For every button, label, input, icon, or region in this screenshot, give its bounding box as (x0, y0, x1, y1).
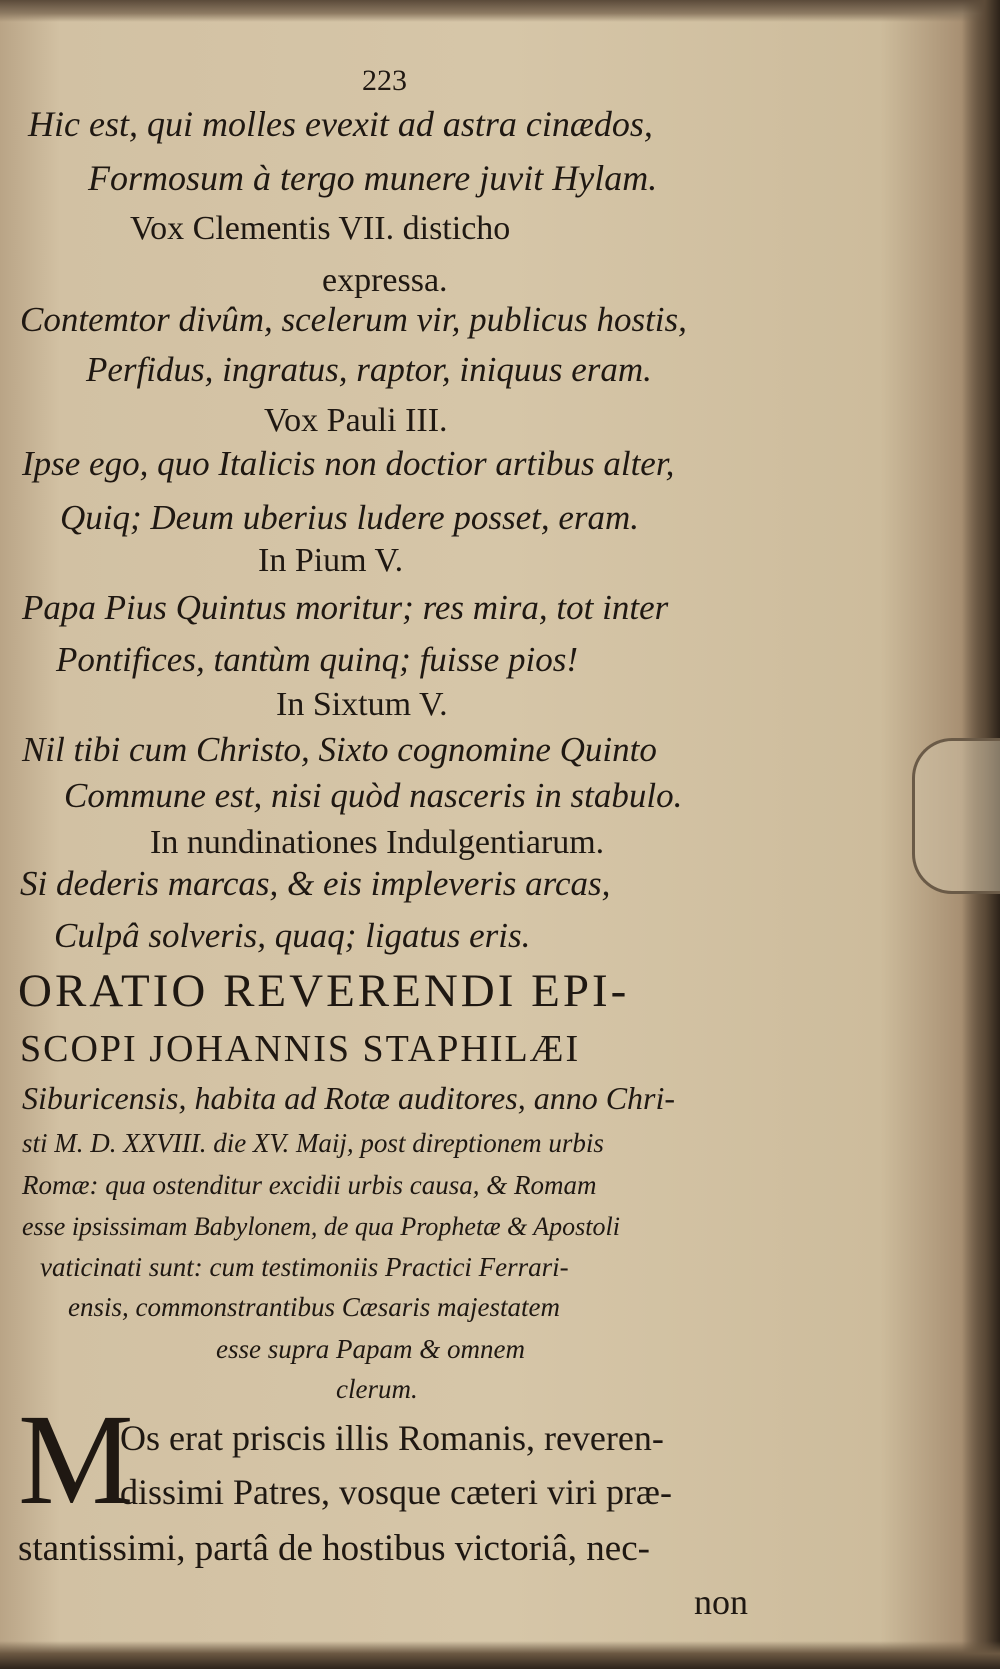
verse-line: Papa Pius Quintus moritur; res mira, tot inter (22, 588, 669, 627)
verse-heading: In nundinationes Indulgentiarum. (150, 824, 605, 861)
page-tab-marker (912, 738, 1000, 894)
verse-line: Pontifices, tantùm quinq; fuisse pios! (56, 640, 579, 679)
verse-line: Nil tibi cum Christo, Sixto cognomine Quinto (22, 730, 657, 769)
oration-subtitle: sti M. D. XXVIII. die XV. Maij, post direptionem urbis (22, 1128, 604, 1158)
catchword: non (694, 1582, 748, 1622)
verse-line: Ipse ego, quo Italicis non doctior artibus alter, (22, 444, 675, 483)
body-line: stantissimi, partâ de hostibus victoriâ, nec- (18, 1528, 650, 1569)
verse-line: Commune est, nisi quòd nasceris in stabulo. (64, 776, 683, 815)
verse-heading: Vox Pauli III. (264, 402, 448, 439)
body-line: Os erat priscis illis Romanis, reveren- (120, 1418, 664, 1458)
oration-title: SCOPI JOHANNIS STAPHILÆI (20, 1028, 581, 1070)
oration-subtitle: Siburicensis, habita ad Rotæ auditores, anno Chri- (22, 1080, 676, 1116)
page-bottom-edge (0, 1641, 1000, 1669)
verse-line: Si dederis marcas, & eis impleveris arcas, (20, 864, 611, 903)
oration-subtitle: esse ipsissimam Babylonem, de qua Prophetæ & Apostoli (22, 1212, 620, 1241)
verse-line: Quiq; Deum uberius ludere posset, eram. (60, 498, 640, 537)
oration-subtitle: ensis, commonstrantibus Cæsaris majestatem (68, 1292, 561, 1322)
verse-heading: Vox Clementis VII. disticho (130, 210, 511, 247)
verse-line: Contemtor divûm, scelerum vir, publicus hostis, (20, 300, 687, 339)
oration-subtitle: vaticinati sunt: cum testimoniis Practici Ferrari- (40, 1252, 569, 1282)
oration-subtitle: Romæ: qua ostenditur excidii urbis causa, & Romam (22, 1170, 597, 1200)
verse-line: Culpâ solveris, quaq; ligatus eris. (54, 916, 531, 955)
drop-cap: M (18, 1388, 134, 1532)
verse-line: Hic est, qui molles evexit ad astra cinædos, (28, 104, 653, 144)
verse-heading: In Sixtum V. (276, 686, 448, 723)
page-number: 223 (362, 64, 407, 97)
page-top-edge (0, 0, 1000, 22)
verse-heading: In Pium V. (258, 542, 404, 579)
verse-line: Formosum à tergo munere juvit Hylam. (88, 158, 658, 198)
oration-subtitle: esse supra Papam & omnem (216, 1334, 525, 1364)
oration-subtitle: clerum. (336, 1374, 418, 1404)
body-line: dissimi Patres, vosque cæteri viri præ- (120, 1472, 672, 1512)
verse-line: Perfidus, ingratus, raptor, iniquus eram. (86, 350, 652, 389)
oration-title: ORATIO REVERENDI EPI- (18, 965, 630, 1017)
verse-heading: expressa. (322, 262, 448, 299)
